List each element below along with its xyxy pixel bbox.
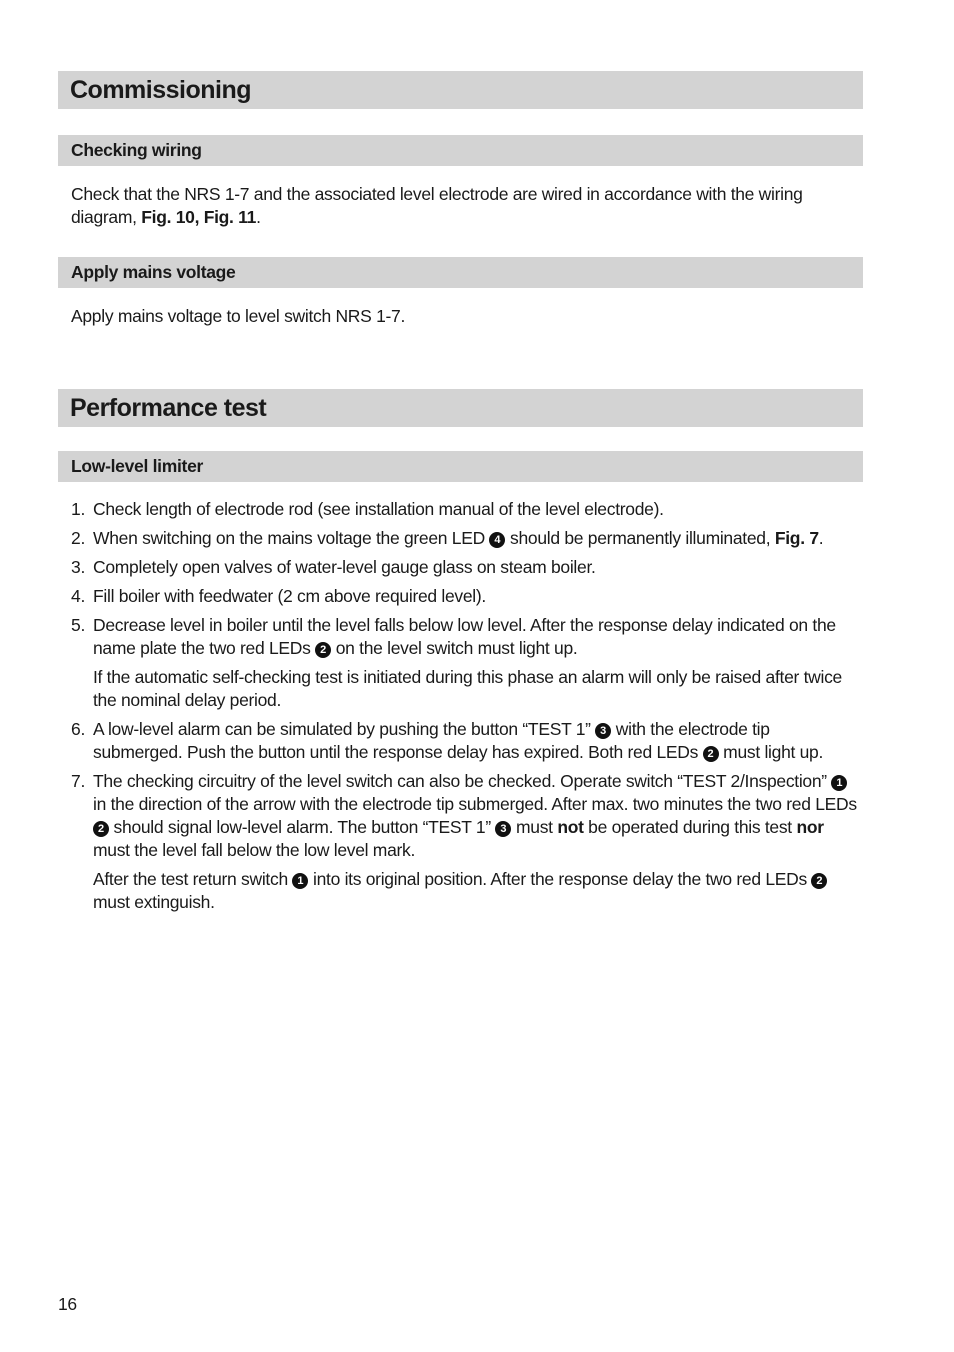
- reference-number-icon: 4: [489, 532, 505, 548]
- reference-number-icon: 3: [595, 723, 611, 739]
- checking-wiring-title: Checking wiring: [71, 140, 202, 160]
- step-1: Check length of electrode rod (see installation manual of the level electrode).: [93, 499, 664, 519]
- reference-number-icon: 2: [93, 821, 109, 837]
- apply-mains-heading: [58, 257, 863, 288]
- reference-number-icon: 2: [315, 642, 331, 658]
- commissioning-heading: [58, 71, 863, 109]
- step-2: When switching on the mains voltage the green LED 4 should be permanently illuminated, Fig. 7.: [93, 528, 824, 548]
- apply-mains-text: Apply mains voltage to level switch NRS 1-7.: [71, 306, 406, 326]
- checking-wiring-heading: [58, 135, 863, 166]
- reference-number-icon: 1: [292, 873, 308, 889]
- checking-wiring-text: Check that the NRS 1-7 and the associated level electrode are wired in accordance with the wiring diagram, Fig. 10, Fig. 11.: [71, 184, 803, 227]
- low-level-heading: [58, 451, 863, 482]
- step-4: Fill boiler with feedwater (2 cm above required level).: [93, 586, 486, 606]
- apply-mains-title: Apply mains voltage: [71, 262, 236, 282]
- step-3: Completely open valves of water-level gauge glass on steam boiler.: [93, 557, 596, 577]
- test-steps: [58, 498, 861, 920]
- performance-heading: [58, 389, 863, 427]
- low-level-title: Low-level limiter: [71, 456, 204, 476]
- reference-number-icon: 2: [811, 873, 827, 889]
- reference-number-icon: 3: [495, 821, 511, 837]
- step-6: A low-level alarm can be simulated by pushing the button “TEST 1” 3 with the electrode tip submerged. Push the button until the response delay has expired. Both red LEDs 2 must light up.: [93, 719, 824, 762]
- performance-title: Performance test: [70, 393, 267, 422]
- reference-number-icon: 1: [831, 775, 847, 791]
- page-number: 16: [58, 1294, 77, 1314]
- figure-reference: Fig. 10, Fig. 11: [141, 207, 257, 227]
- reference-number-icon: 2: [703, 746, 719, 762]
- step-7: The checking circuitry of the level switch can also be checked. Operate switch “TEST 2/Inspection” 1 in the direction of the arrow with the electrode tip submerged. After max. two minutes the two red LEDs 2 should signal low-level alarm. The button “TEST 1” 3 must not be operated during this test nor must the level fall below the low level mark. After the test return switch 1 into its original position. After the response delay the two red LEDs 2 must extinguish.: [93, 771, 857, 912]
- step-5: Decrease level in boiler until the level falls below low level. After the response delay indicated on the name plate the two red LEDs 2 on the level switch must light up. If the automatic self-checking test is initiated during this phase an alarm will only be raised after twice the nominal delay period.: [93, 615, 842, 710]
- commissioning-title: Commissioning: [70, 75, 252, 104]
